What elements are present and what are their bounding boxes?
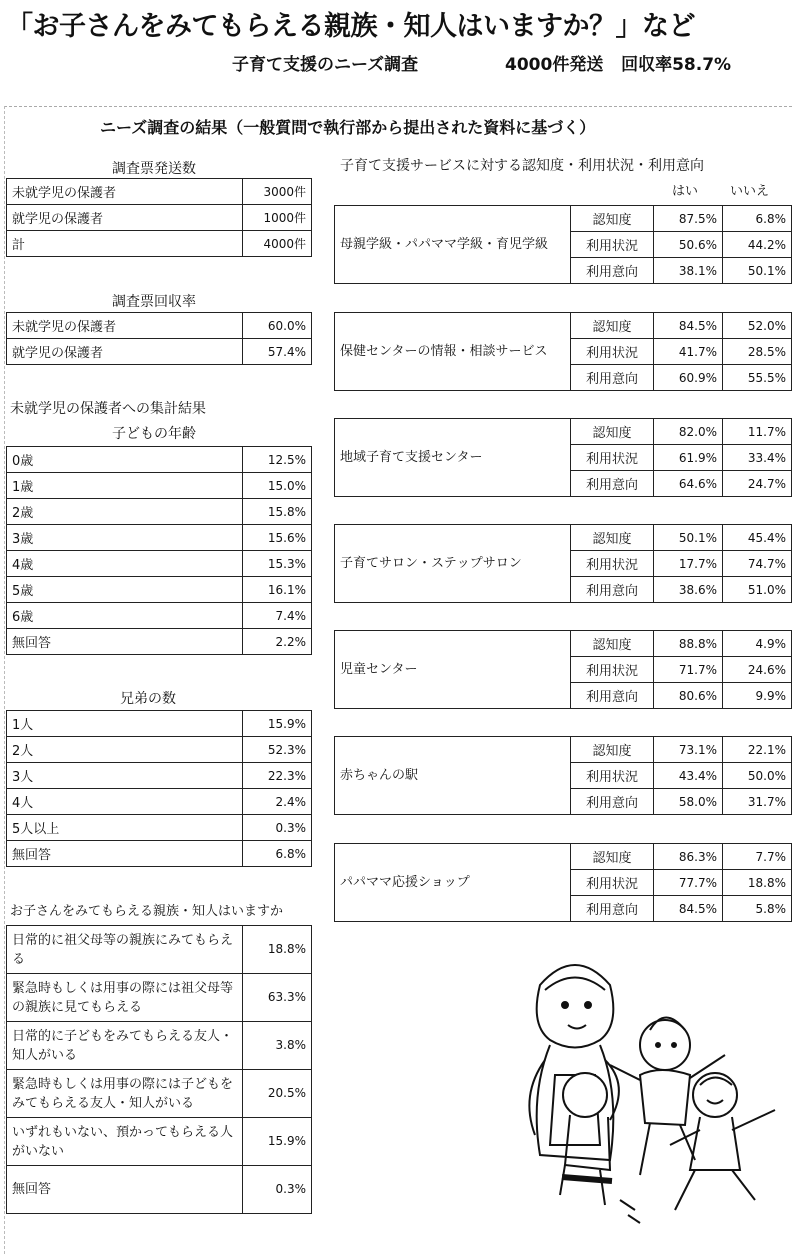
caregivers-row [7, 1022, 312, 1070]
caregivers-value: 0.3% [243, 1166, 312, 1214]
caregivers-label: 日常的に子どもをみてもらえる友人・知人がいる [7, 1022, 243, 1070]
survey-sent-row [7, 179, 312, 205]
service-name: 赤ちゃんの駅 [335, 737, 571, 815]
child-age-row [7, 473, 312, 499]
service-no-value: 5.8% [723, 896, 792, 922]
service-yes-value: 64.6% [654, 471, 723, 497]
service-name: 児童センター [335, 631, 571, 709]
child-age-label: 1歳 [7, 473, 243, 499]
response-rate-value: 57.4% [243, 339, 312, 365]
service-no-value: 51.0% [723, 577, 792, 603]
child-age-value: 15.6% [243, 525, 312, 551]
service-name: 子育てサロン・ステップサロン [335, 525, 571, 603]
caregivers-row [7, 974, 312, 1022]
service-yes-value: 84.5% [654, 896, 723, 922]
service-yes-value: 38.1% [654, 258, 723, 284]
caregivers-row [7, 1070, 312, 1118]
child-age-value: 15.0% [243, 473, 312, 499]
service-category: 利用意向 [571, 258, 654, 284]
survey-sent-row [7, 205, 312, 231]
child-age-table [6, 446, 312, 655]
service-row [335, 631, 792, 657]
child-age-value: 7.4% [243, 603, 312, 629]
caregivers-value: 63.3% [243, 974, 312, 1022]
service-yes-value: 60.9% [654, 365, 723, 391]
service-no-value: 18.8% [723, 870, 792, 896]
service-no-value: 50.1% [723, 258, 792, 284]
child-age-row [7, 499, 312, 525]
child-age-row [7, 525, 312, 551]
response-rate-summary: 回収率58.7% [621, 55, 732, 75]
service-yes-value: 61.9% [654, 445, 723, 471]
service-category: 認知度 [571, 313, 654, 339]
caregivers-table [6, 925, 312, 1214]
service-yes-value: 84.5% [654, 313, 723, 339]
survey-sent-value: 4000件 [243, 231, 312, 257]
survey-sent-label: 計 [7, 231, 243, 257]
preschool-heading: 未就学児の保護者への集計結果 [10, 401, 206, 417]
caregivers-title: お子さんをみてもらえる親族・知人はいますか [10, 904, 284, 919]
siblings-value: 52.3% [243, 737, 312, 763]
service-category: 利用状況 [571, 339, 654, 365]
service-no-value: 7.7% [723, 844, 792, 870]
service-yes-value: 88.8% [654, 631, 723, 657]
child-age-value: 12.5% [243, 447, 312, 473]
siblings-label: 無回答 [7, 841, 243, 867]
siblings-row [7, 789, 312, 815]
service-name: 地域子育て支援センター [335, 419, 571, 497]
child-age-label: 3歳 [7, 525, 243, 551]
service-no-value: 24.6% [723, 657, 792, 683]
service-no-value: 52.0% [723, 313, 792, 339]
caregivers-row [7, 1118, 312, 1166]
service-category: 認知度 [571, 525, 654, 551]
response-rate-value: 60.0% [243, 313, 312, 339]
siblings-table [6, 710, 312, 867]
child-age-value: 2.2% [243, 629, 312, 655]
survey-sent-row [7, 231, 312, 257]
service-table [334, 418, 792, 497]
service-no-value: 31.7% [723, 789, 792, 815]
child-age-value: 15.3% [243, 551, 312, 577]
page-subtitle: 子育て支援のニーズ調査 [232, 55, 419, 75]
service-yes-value: 58.0% [654, 789, 723, 815]
section-heading: ニーズ調査の結果（一般質問で執行部から提出された資料に基づく） [100, 118, 596, 137]
service-no-value: 74.7% [723, 551, 792, 577]
child-age-label: 2歳 [7, 499, 243, 525]
page-title: 「お子さんをみてもらえる親族・知人はいますか？」など [6, 11, 695, 42]
caregivers-row [7, 1166, 312, 1214]
survey-sent-table [6, 178, 312, 257]
service-table [334, 630, 792, 709]
service-no-value: 44.2% [723, 232, 792, 258]
siblings-label: 3人 [7, 763, 243, 789]
service-category: 認知度 [571, 419, 654, 445]
caregivers-row [7, 926, 312, 974]
siblings-label: 4人 [7, 789, 243, 815]
siblings-label: 2人 [7, 737, 243, 763]
service-category: 利用状況 [571, 657, 654, 683]
service-yes-value: 43.4% [654, 763, 723, 789]
child-age-label: 6歳 [7, 603, 243, 629]
service-row [335, 206, 792, 232]
service-yes-value: 17.7% [654, 551, 723, 577]
siblings-row [7, 815, 312, 841]
service-category: 利用状況 [571, 445, 654, 471]
caregivers-value: 18.8% [243, 926, 312, 974]
caregivers-value: 3.8% [243, 1022, 312, 1070]
service-category: 利用意向 [571, 789, 654, 815]
caregivers-label: 緊急時もしくは用事の際には子どもをみてもらえる友人・知人がいる [7, 1070, 243, 1118]
response-rate-row [7, 313, 312, 339]
service-no-value: 4.9% [723, 631, 792, 657]
caregivers-label: 日常的に祖父母等の親族にみてもらえる [7, 926, 243, 974]
survey-sent-label: 就学児の保護者 [7, 205, 243, 231]
service-no-value: 33.4% [723, 445, 792, 471]
service-yes-value: 82.0% [654, 419, 723, 445]
service-no-value: 11.7% [723, 419, 792, 445]
service-category: 利用意向 [571, 471, 654, 497]
response-rate-label: 就学児の保護者 [7, 339, 243, 365]
service-category: 利用意向 [571, 683, 654, 709]
service-yes-value: 50.6% [654, 232, 723, 258]
siblings-value: 22.3% [243, 763, 312, 789]
child-age-row [7, 551, 312, 577]
service-row [335, 419, 792, 445]
service-yes-value: 80.6% [654, 683, 723, 709]
siblings-row [7, 711, 312, 737]
service-row [335, 313, 792, 339]
child-age-row [7, 603, 312, 629]
caregivers-label: 緊急時もしくは用事の際には祖父母等の親族に見てもらえる [7, 974, 243, 1022]
service-name: 保健センターの情報・相談サービス [335, 313, 571, 391]
service-category: 認知度 [571, 737, 654, 763]
service-no-value: 55.5% [723, 365, 792, 391]
response-rate-table [6, 312, 312, 365]
survey-sent-title: 調査票発送数 [112, 161, 196, 177]
siblings-value: 0.3% [243, 815, 312, 841]
no-header: いいえ [730, 184, 770, 199]
child-age-title: 子どもの年齢 [112, 426, 196, 442]
service-no-value: 6.8% [723, 206, 792, 232]
response-rate-label: 未就学児の保護者 [7, 313, 243, 339]
service-table [334, 205, 792, 284]
service-row [335, 737, 792, 763]
service-category: 利用意向 [571, 577, 654, 603]
caregivers-value: 15.9% [243, 1118, 312, 1166]
yes-header: はい [672, 184, 699, 199]
survey-sent-value: 3000件 [243, 179, 312, 205]
service-category: 利用意向 [571, 896, 654, 922]
service-no-value: 50.0% [723, 763, 792, 789]
caregivers-value: 20.5% [243, 1070, 312, 1118]
child-age-value: 15.8% [243, 499, 312, 525]
siblings-value: 6.8% [243, 841, 312, 867]
siblings-value: 2.4% [243, 789, 312, 815]
child-age-label: 5歳 [7, 577, 243, 603]
service-yes-value: 73.1% [654, 737, 723, 763]
siblings-title: 兄弟の数 [120, 691, 176, 707]
services-title: 子育て支援サービスに対する認知度・利用状況・利用意向 [340, 158, 704, 174]
caregivers-label: いずれもいない、預かってもらえる人がいない [7, 1118, 243, 1166]
siblings-label: 5人以上 [7, 815, 243, 841]
siblings-row [7, 763, 312, 789]
caregivers-label: 無回答 [7, 1166, 243, 1214]
service-yes-value: 71.7% [654, 657, 723, 683]
service-table [334, 843, 792, 922]
service-category: 認知度 [571, 844, 654, 870]
service-name: 母親学級・パパママ学級・育児学級 [335, 206, 571, 284]
siblings-row [7, 841, 312, 867]
service-yes-value: 77.7% [654, 870, 723, 896]
service-no-value: 22.1% [723, 737, 792, 763]
service-yes-value: 86.3% [654, 844, 723, 870]
survey-sent-value: 1000件 [243, 205, 312, 231]
service-name: パパママ応援ショップ [335, 844, 571, 922]
service-no-value: 24.7% [723, 471, 792, 497]
service-category: 認知度 [571, 631, 654, 657]
service-no-value: 28.5% [723, 339, 792, 365]
service-category: 利用状況 [571, 232, 654, 258]
service-row [335, 525, 792, 551]
family-illustration [500, 945, 790, 1245]
service-yes-value: 50.1% [654, 525, 723, 551]
service-category: 認知度 [571, 206, 654, 232]
child-age-row [7, 577, 312, 603]
sent-count: 4000件発送 [505, 55, 604, 75]
service-yes-value: 38.6% [654, 577, 723, 603]
child-age-value: 16.1% [243, 577, 312, 603]
response-rate-title: 調査票回収率 [112, 294, 196, 310]
child-age-label: 無回答 [7, 629, 243, 655]
child-age-row [7, 447, 312, 473]
child-age-label: 0歳 [7, 447, 243, 473]
service-table [334, 736, 792, 815]
service-category: 利用状況 [571, 763, 654, 789]
service-row [335, 844, 792, 870]
service-table [334, 312, 792, 391]
siblings-row [7, 737, 312, 763]
service-yes-value: 41.7% [654, 339, 723, 365]
service-table [334, 524, 792, 603]
service-yes-value: 87.5% [654, 206, 723, 232]
service-no-value: 9.9% [723, 683, 792, 709]
response-rate-row [7, 339, 312, 365]
child-age-label: 4歳 [7, 551, 243, 577]
service-category: 利用状況 [571, 551, 654, 577]
siblings-value: 15.9% [243, 711, 312, 737]
service-category: 利用状況 [571, 870, 654, 896]
service-no-value: 45.4% [723, 525, 792, 551]
service-category: 利用意向 [571, 365, 654, 391]
response-summary [505, 50, 731, 75]
survey-sent-label: 未就学児の保護者 [7, 179, 243, 205]
siblings-label: 1人 [7, 711, 243, 737]
child-age-row [7, 629, 312, 655]
